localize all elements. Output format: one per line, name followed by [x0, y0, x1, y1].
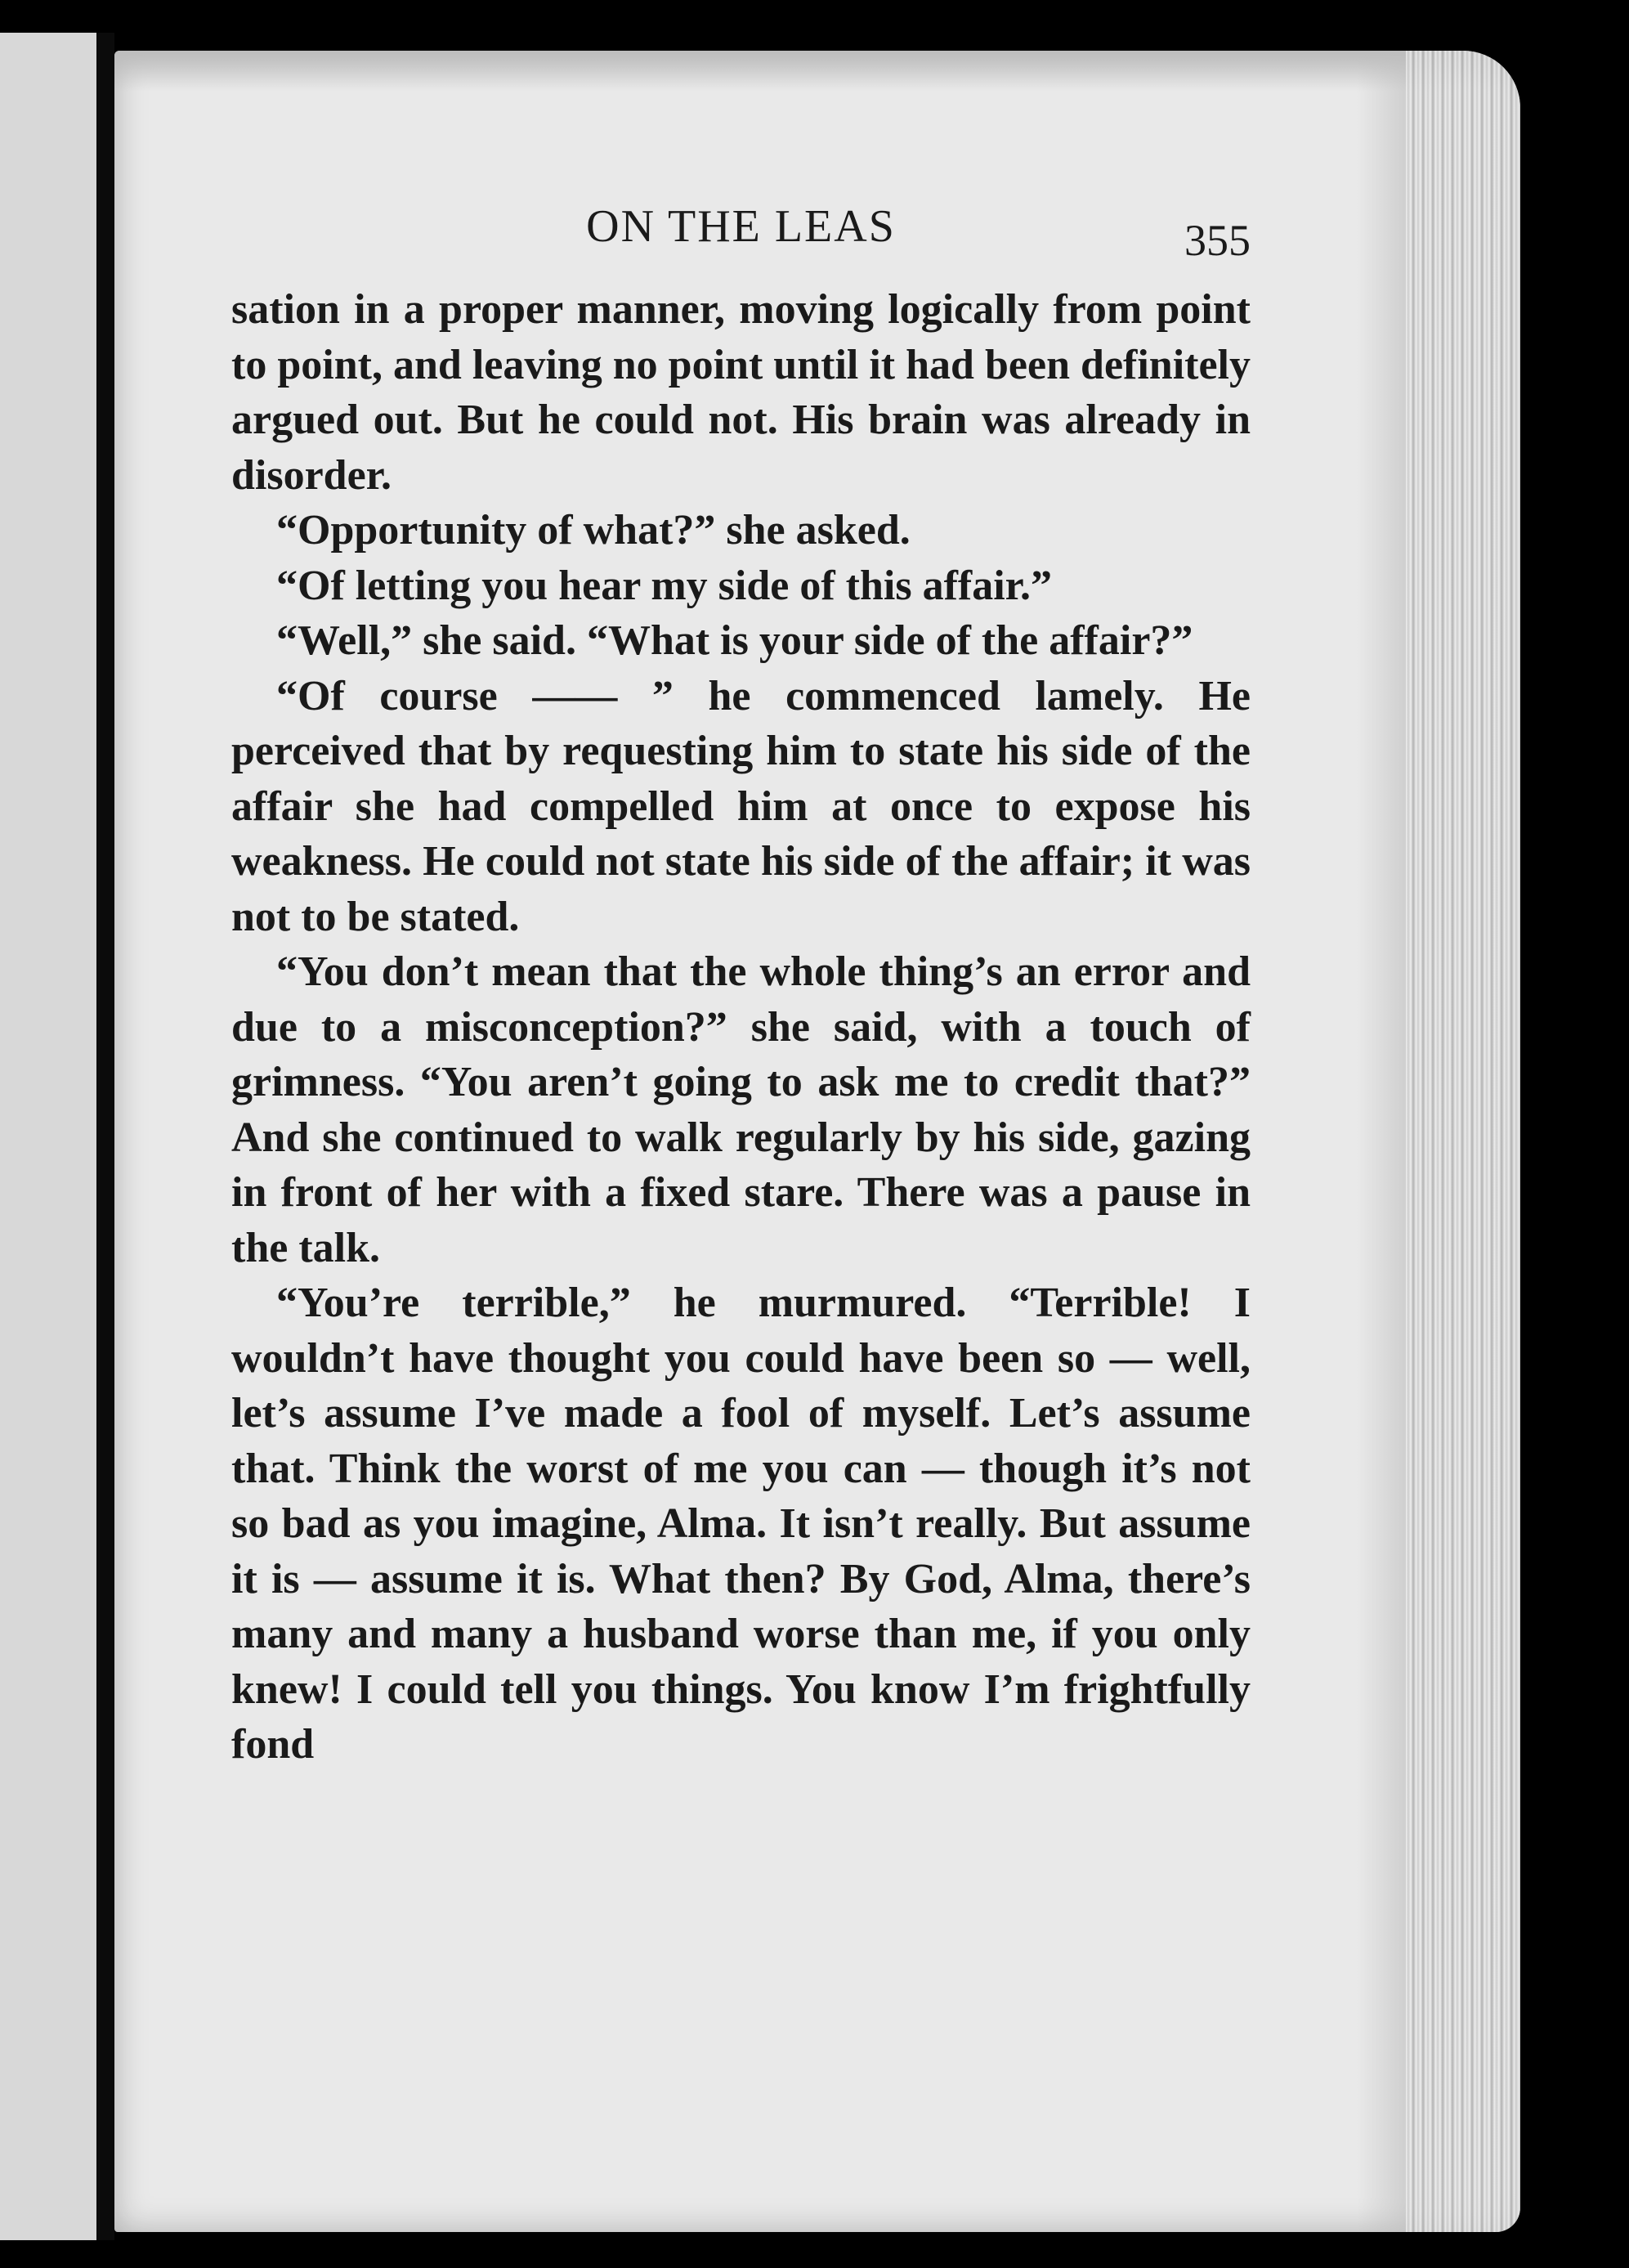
body-text: [231, 282, 1251, 1773]
paragraph: sation in a proper manner, moving logically from point to point, and leaving no point until it had been definitely argued out. But he could not. His brain was already in disorder.: [231, 286, 1251, 499]
paragraph: “Opportunity of what?” she asked.: [276, 507, 911, 554]
page-fore-edge: [1406, 51, 1520, 2232]
paragraph: “You’re terrible,” he murmured. “Terrible! I wouldn’t have thought you could have been so — well, let’s assume I’ve made a fool of myself. Let’s assume that. Think the worst of me you can — though it’s not so bad as you imagine, Alma. It isn’t really. But assume it is — assume it is. What then? By God, Alma, there’s many and many a husband worse than me, if you only knew! I could tell you things. You know I’m frightfully fond: [231, 1280, 1251, 1768]
paragraph: “Of letting you hear my side of this affair.”: [276, 562, 1052, 609]
page-number: 355: [1184, 216, 1251, 265]
adjacent-page-edge: [0, 33, 96, 2240]
paragraph: “You don’t mean that the whole thing’s an error and due to a misconception?” she said, with a touch of grimness. “You aren’t going to ask me to credit that?” And she continued to walk regularly by his side, gazing in front of her with a fixed stare. There was a pause in the talk.: [231, 948, 1251, 1271]
paragraph: “Well,” she said. “What is your side of the affair?”: [276, 617, 1193, 664]
paragraph: “Of course —— ” he commenced lamely. He perceived that by requesting him to state his side of the affair she had compelled him at once to expose his weakness. He could not state his side of the affair; it was not to be stated.: [231, 672, 1251, 940]
book-gutter: [96, 33, 114, 2240]
page-right-shadow: [1357, 51, 1406, 2232]
running-title: ON THE LEAS: [586, 201, 896, 252]
page-top-shading: [114, 51, 1520, 92]
running-head: [231, 200, 1251, 266]
